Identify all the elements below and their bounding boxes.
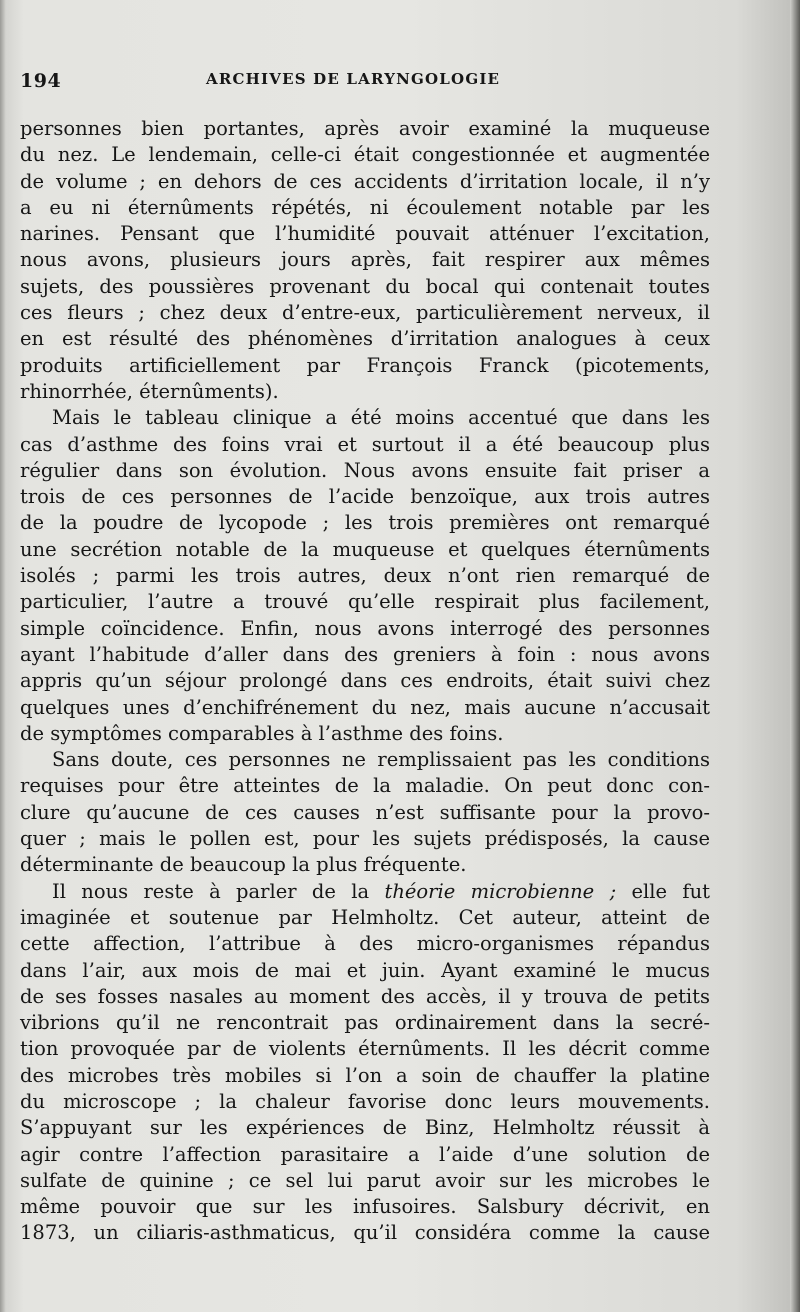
text-line: quer ; mais le pollen est, pour les sujets prédisposés, la cause bbox=[20, 827, 710, 851]
text-line: nous avons, plusieurs jours après, fait respirer aux mêmes bbox=[20, 248, 710, 272]
text-line: de la poudre de lycopode ; les trois premières ont remarqué bbox=[20, 511, 710, 535]
text-line: cette affection, l’attribue à des micro-organismes répandus bbox=[20, 932, 710, 956]
text-line: même pouvoir que sur les infusoires. Salsbury décrivit, en bbox=[20, 1195, 710, 1219]
text-line: requises pour être atteintes de la maladie. On peut donc con- bbox=[20, 774, 710, 798]
text-line: ayant l’habitude d’aller dans des greniers à foin : nous avons bbox=[20, 642, 710, 666]
paragraph-start-line: Sans doute, ces personnes ne remplissaient pas les conditions bbox=[52, 748, 710, 772]
theory-line-after: elle fut bbox=[616, 879, 710, 903]
text-line: du nez. Le lendemain, celle-ci était congestionnée et augmentée bbox=[20, 143, 710, 167]
text-line: S’appuyant sur les expériences de Binz, Helmholtz réussit à bbox=[20, 1116, 710, 1140]
text-line: de ses fosses nasales au moment des accès, il y trouva de petits bbox=[20, 984, 710, 1008]
body-text bbox=[20, 116, 710, 1247]
text-line: simple coïncidence. Enfin, nous avons interrogé des personnes bbox=[20, 616, 710, 640]
text-line: personnes bien portantes, après avoir examiné la muqueuse bbox=[20, 117, 710, 140]
theory-term: théorie microbienne ; bbox=[384, 879, 617, 903]
paragraph-start-line: Mais le tableau clinique a été moins accentué que dans les bbox=[52, 406, 710, 430]
text-line: 1873, un ciliaris-asthmaticus, qu’il considéra comme la cause bbox=[20, 1221, 710, 1245]
text-line: particulier, l’autre a trouvé qu’elle respirait plus facilement, bbox=[20, 590, 710, 614]
page-number: 194 bbox=[20, 70, 62, 92]
text-line: une secrétion notable de la muqueuse et quelques éternûments bbox=[20, 537, 710, 561]
text-line: dans l’air, aux mois de mai et juin. Ayant examiné le mucus bbox=[20, 958, 710, 982]
page-left-edge bbox=[0, 0, 6, 1312]
text-line: isolés ; parmi les trois autres, deux n’ont rien remarqué de bbox=[20, 564, 710, 588]
running-title: ARCHIVES DE LARYNGOLOGIE bbox=[206, 70, 501, 88]
text-line: narines. Pensant que l’humidité pouvait atténuer l’excitation, bbox=[20, 222, 710, 246]
text-line: sulfate de quinine ; ce sel lui parut avoir sur les microbes le bbox=[20, 1168, 710, 1192]
text-line: en est résulté des phénomènes d’irritation analogues à ceux bbox=[20, 327, 710, 351]
text-line: ces fleurs ; chez deux d’entre-eux, particulièrement nerveux, il bbox=[20, 301, 710, 325]
text-line: quelques unes d’enchifrénement du nez, mais aucune n’accusait bbox=[20, 695, 710, 719]
theory-line-before: Il nous reste à parler de la bbox=[52, 879, 385, 903]
text-line: trois de ces personnes de l’acide benzoïque, aux trois autres bbox=[20, 485, 710, 509]
text-line: appris qu’un séjour prolongé dans ces endroits, était suivi chez bbox=[20, 669, 710, 693]
page-right-edge bbox=[790, 0, 800, 1312]
text-line: imaginée et soutenue par Helmholtz. Cet auteur, atteint de bbox=[20, 905, 710, 929]
paragraph-end-line: rhinorrhée, éternûments). bbox=[20, 379, 279, 403]
text-line: clure qu’aucune de ces causes n’est suffisante pour la provo- bbox=[20, 800, 710, 824]
text-line: agir contre l’affection parasitaire a l’aide d’une solution de bbox=[20, 1142, 710, 1166]
text-line: sujets, des poussières provenant du bocal qui contenait toutes bbox=[20, 274, 710, 298]
paragraph-start-line bbox=[20, 879, 710, 905]
text-line: du microscope ; la chaleur favorise donc leurs mouvements. bbox=[20, 1089, 710, 1113]
text-line: de volume ; en dehors de ces accidents d’irritation locale, il n’y bbox=[20, 169, 710, 193]
text-line: des microbes très mobiles si l’on a soin de chauffer la platine bbox=[20, 1063, 710, 1087]
paragraph-end-line: de symptômes comparables à l’asthme des foins. bbox=[20, 721, 504, 745]
text-line: a eu ni éternûments répétés, ni écoulement notable par les bbox=[20, 195, 710, 219]
text-line: cas d’asthme des foins vrai et surtout il a été beaucoup plus bbox=[20, 432, 710, 456]
text-line: tion provoquée par de violents éternûments. Il les décrit comme bbox=[20, 1037, 710, 1061]
paragraph-end-line: déterminante de beaucoup la plus fréquente. bbox=[20, 853, 467, 877]
text-line: vibrions qu’il ne rencontrait pas ordinairement dans la secré- bbox=[20, 1011, 710, 1035]
text-line: régulier dans son évolution. Nous avons ensuite fait priser a bbox=[20, 458, 710, 482]
text-line: produits artificiellement par François Franck (picotements, bbox=[20, 353, 710, 377]
